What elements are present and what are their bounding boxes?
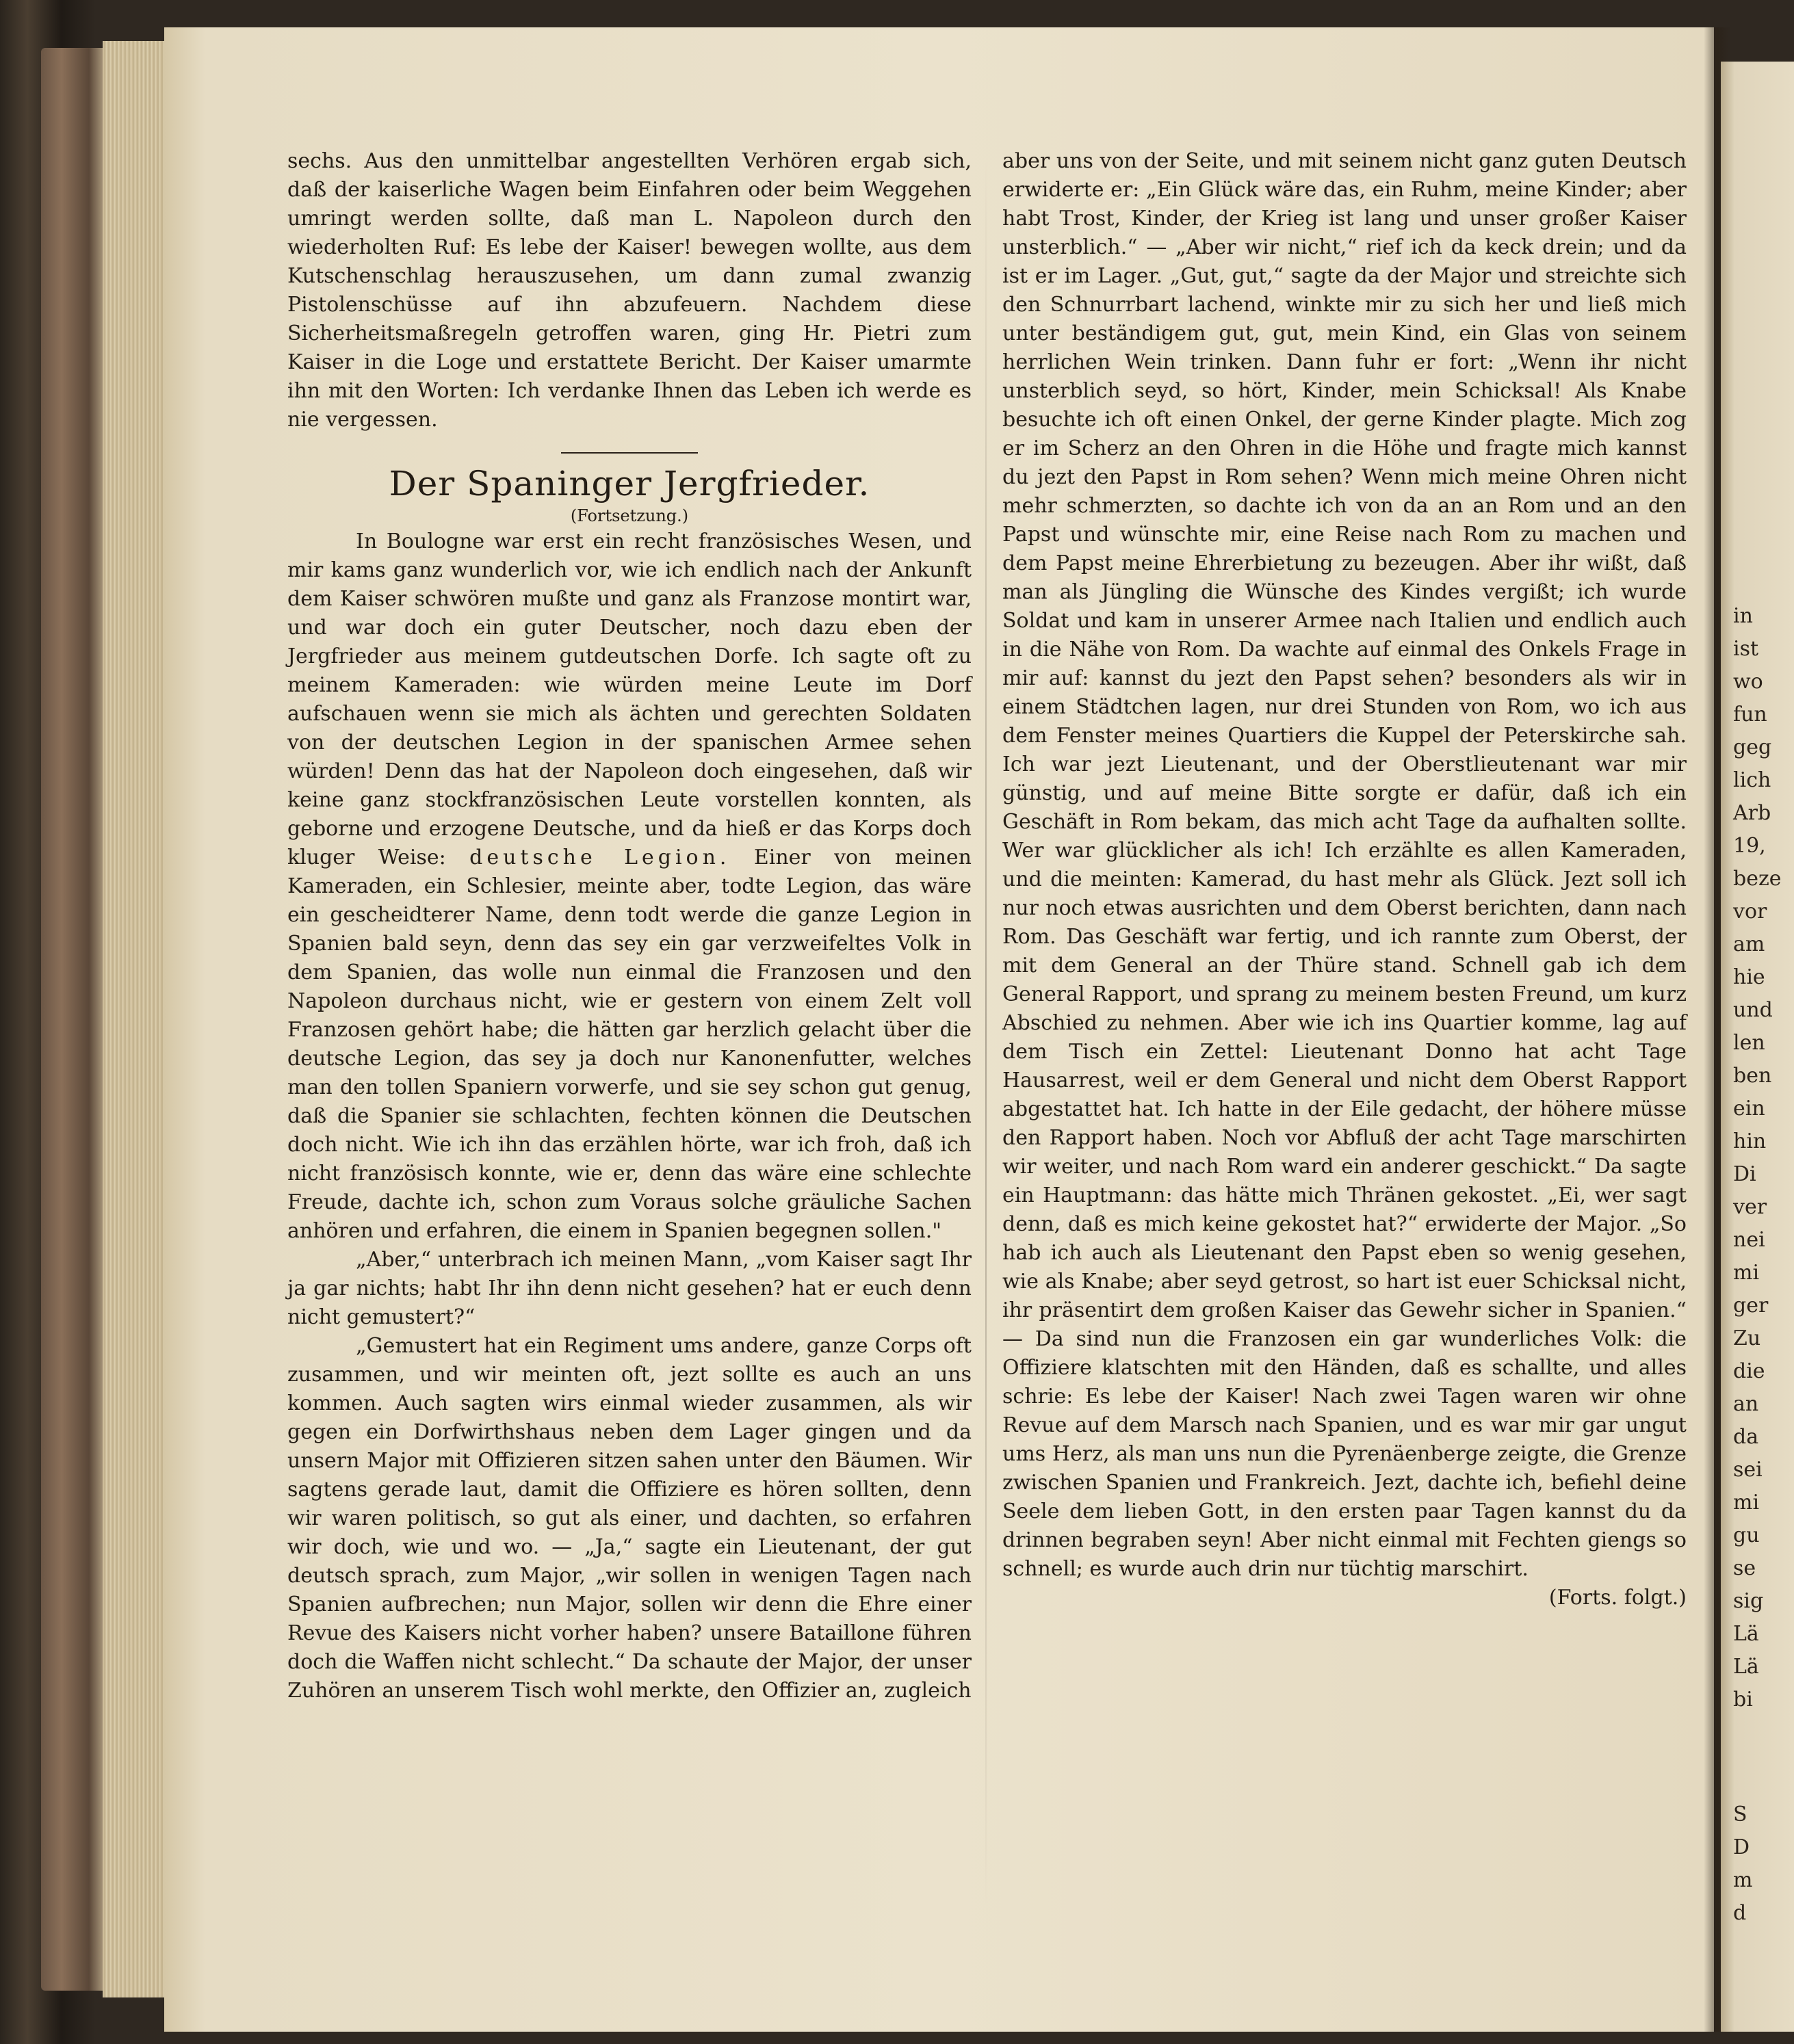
- right-column: [1002, 147, 1687, 1612]
- next-page-fragment: an: [1733, 1392, 1759, 1416]
- next-page-fragment: und: [1733, 998, 1773, 1022]
- next-page-fragment: sei: [1733, 1458, 1763, 1482]
- next-page-fragment: hin: [1733, 1129, 1767, 1153]
- next-page-fragment: ver: [1733, 1195, 1767, 1219]
- article-paragraph-2: „Aber,“ unterbrach ich meinen Mann, „vom Kaiser sagt Ihr ja gar nichts; habt Ihr ihn denn nicht gesehen? hat er euch denn nicht gemustert?“: [287, 1248, 972, 1329]
- next-page-fragment: fun: [1733, 703, 1767, 726]
- next-page-fragment: ist: [1733, 637, 1759, 661]
- next-page-fragment: ben: [1733, 1064, 1772, 1088]
- next-page-fragment: mi: [1733, 1261, 1760, 1285]
- paragraph-1-text: In Boulogne war erst ein recht französisches Wesen, und mir kams ganz wunderlich vor, wie ich endlich nach der Ankunft dem Kaiser schwören mußte und ganz als Franzose montirt war, und war doch ein guter Deutscher, noch dazu eben der Jergfrieder aus meinem gutdeutschen Dorfe. Ich sagte oft zu meinem Kameraden: wie würden meine Leute im Dorf aufschauen wenn sie mich als ächten und gerechten Soldaten von der deutschen Legion in der spanischen Armee sehen würden! Denn das hat der Napoleon doch eingesehen, daß wir keine ganz stockfranzösischen Leute vorstellen konnten, als geborne und erzogene Deutsche, und da hieß er das Korps doch kluger Weise:: [287, 529, 972, 869]
- next-page-fragment: vor: [1733, 900, 1767, 923]
- left-column: [287, 147, 972, 1705]
- next-page-fragment: gu: [1733, 1523, 1760, 1547]
- next-page-fragment: ein: [1733, 1097, 1765, 1121]
- next-page-fragment: 19,: [1733, 834, 1766, 858]
- next-page-fragment: S: [1733, 1803, 1747, 1826]
- next-page-fragment: se: [1733, 1556, 1756, 1580]
- paragraph-1-continued: Einer von meinen Kameraden, ein Schlesier, meinte aber, todte Legion, das wäre ein gescheidterer Name, denn todt werde die ganze Legion in Spanien bald seyn, denn das sey ein gar verzweifeltes Volk in dem Spanien, das wolle nun einmal die Franzosen und den Napoleon durchaus nicht, wie er gestern von einem Zelt voll Franzosen gehört habe; die hätten gar herzlich gelacht über die deutsche Legion, das sey ja doch nur Kanonenfutter, welches man den tollen Spaniern vorwerfe, und sie sey schon gut genug, daß die Spanier sie schlachten, fechten können die Deutschen doch nicht. Wie ich ihn das erzählen hörte, war ich froh, daß ich nicht französisch konnte, wie er, denn das wäre eine schlechte Freude, dachte ich, schon zum Voraus solche gräuliche Sachen anhören und erfahren, die einem in Spanien begegnen sollen.": [287, 846, 972, 1243]
- next-page-fragment: bi: [1733, 1688, 1753, 1712]
- article-paragraph-3: „Gemustert hat ein Regiment ums andere, ganze Corps oft zusammen, und wir meinten oft, jezt sollte es auch an uns kommen. Auch sagten wirs einmal wieder zusammen, als wir gegen ein Dorfwirthshaus neben dem Lager gingen und da unsern Major mit Offizieren sitzen sahen unter den Bäumen. Wir sagtens gerade laut, damit die Offiziere es hören sollten, denn wir waren politisch, so gut als einer, und dachten, so erfahren wir doch, wie und wo. — „Ja,“ sagte ein Lieutenant, der gut deutsch sprach, zum Major, „wir sollen in wenigen Tagen nach Spanien aufbrechen; nun Major, sollen wir denn die Ehre einer Revue des Kaisers nicht vorher haben? unsere Bataillone führen doch die Waffen nicht schlecht.“ Da schaute der Major, der unser Zuhören an unserem Tisch wohl merkte, den Offizier an, zugleich: [287, 1334, 972, 1703]
- next-page-fragment: m: [1733, 1868, 1753, 1892]
- spaced-emphasis: deutsche Legion.: [469, 846, 731, 869]
- next-page-fragment: len: [1733, 1031, 1765, 1055]
- article-continuation-text: aber uns von der Seite, und mit seinem nicht ganz guten Deutsch erwiderte er: „Ein Glück wäre das, ein Ruhm, meine Kinder; aber habt Trost, Kinder, der Krieg ist lang und unser großer Kaiser unsterblich.“ — „Aber wir nicht,“ rief ich da keck drein; und da ist er im Lager. „Gut, gut,“ sagte da der Major und streichte sich den Schnurrbart lachend, winkte mir zu sich her und ließ mich unter beständigem gut, gut, mein Kind, ein Glas von seinem herrlichen Wein trinken. Dann fuhr er fort: „Wenn ihr nicht unsterblich seyd, so hört, Kinder, mein Schicksal! Als Knabe besuchte ich oft einen Onkel, der gerne Kinder plagte. Mich zog er im Scherz an den Ohren in die Höhe und fragte mich kannst du jezt den Papst in Rom sehen? Wenn mich meine Ohren nicht mehr schmerzten, so dachte ich von da an an Rom und an den Papst und wünschte mir, eine Reise nach Rom zu machen und dem Papst meine Ehrerbietung zu bezeugen. Aber ihr wißt, daß man als Jüngling die Wünsche des Kindes vergißt; ich wurde Soldat und kam in unserer Armee nach Italien und endlich auch in die Nähe von Rom. Da wachte auf einmal des Onkels Frage in mir auf: kannst du jezt den Papst sehen? besonders als wir in einem Städtchen lagen, nur drei Stunden von Rom, wo ich aus dem Fenster meines Quartiers die Kuppel der Peterskirche sah. Ich war jezt Lieutenant, und der Oberstlieutenant war mir günstig, und auf meine Bitte sorgte er dafür, daß ich ein Geschäft in Rom bekam, das mich acht Tage da aufhalten sollte. Wer war glücklicher als ich! Ich erzählte es allen Kameraden, und die meinten: Kamerad, du hast mehr als Glück. Jezt soll ich nur noch etwas ausrichten und dem Oberst berichten, dann nach Rom. Das Geschäft war fertig, und ich rannte zum Oberst, der mit dem General an der Thüre stand. Schnell gab ich dem General Rapport, und sprang zu meinem besten Freund, um kurz Abschied zu nehmen. Aber wie ich ins Quartier komme, lag auf dem Tisch ein Zettel: Lieutenant Donno hat acht Tage Hausarrest, weil er dem General und nicht dem Oberst Rapport abgestattet hat. Ich hatte in der Eile gedacht, der höhere müsse den Rapport haben. Noch vor Abfluß der acht Tage marschirten wir weiter, und nach Rom ward ein anderer geschickt.“ Da sagte ein Hauptmann: das hätte mich Thränen gekostet. „Ei, wer sagt denn, daß es mich keine gekostet hat?“ erwiderte der Major. „So hab ich auch als Lieutenant den Papst eben so wenig gesehen, wie als Knabe; aber seyd getrost, so hart ist euer Schicksal nicht, ihr präsentirt dem großen Kaiser das Gewehr sicher in Spanien.“ — Da sind nun die Franzosen ein gar wunderliches Volk: die Offiziere klatschten mit den Händen, daß es schallte, und alles schrie: Es lebe der Kaiser! Nach zwei Tagen waren wir ohne Revue auf dem Marsch nach Spanien, und es war mir gar ungut ums Herz, als man uns nun die Pyrenäenberge zeigte, die Grenze zwischen Spanien und Frankreich. Jezt, dachte ich, befiehl deine Seele dem lieben Gott, in den ersten paar Tagen kannst du da drinnen begraben seyn! Aber nicht einmal mit Fechten giengs so schnell; es wurde auch drin nur tüchtig marschirt.: [1002, 149, 1687, 1581]
- next-page-fragment: ger: [1733, 1294, 1769, 1318]
- next-page-fragment: mi: [1733, 1491, 1760, 1515]
- next-page-fragment: lich: [1733, 768, 1771, 792]
- next-page-fragment: geg: [1733, 735, 1772, 759]
- previous-article-text: sechs. Aus den unmittelbar angestellten Verhören ergab sich, daß der kaiserliche Wagen beim Einfahren oder beim Weggehen umringt werden sollte, daß man L. Napoleon durch den wiederholten Ruf: Es lebe der Kaiser! bewegen wollte, aus dem Kutschenschlag herauszusehen, um dann zumal zwanzig Pistolenschüsse auf ihn abzufeuern. Nachdem diese Sicherheitsmaßregeln getroffen waren, ging Hr. Pietri zum Kaiser in die Loge und erstattete Bericht. Der Kaiser umarmte ihn mit den Worten: Ich verdanke Ihnen das Leben ich werde es nie vergessen.: [287, 149, 972, 432]
- next-page-fragment: da: [1733, 1425, 1759, 1449]
- next-page-fragment: sig: [1733, 1589, 1764, 1613]
- next-page-fragment: d: [1733, 1901, 1747, 1925]
- next-page-fragment: in: [1733, 604, 1753, 628]
- article-subtitle: (Fortsetzung.): [570, 506, 689, 525]
- next-page-fragment: hie: [1733, 965, 1765, 989]
- next-page-fragment: Lä: [1733, 1655, 1759, 1679]
- next-page-fragment: die: [1733, 1359, 1765, 1383]
- next-page-fragment: Di: [1733, 1162, 1756, 1186]
- next-page-fragment: wo: [1733, 670, 1763, 694]
- article-paragraph-1: [287, 527, 972, 1246]
- section-divider: [561, 452, 698, 454]
- next-page-fragment: D: [1733, 1835, 1750, 1859]
- book-spine: [41, 48, 109, 1991]
- next-page-fragment: Zu: [1733, 1326, 1761, 1350]
- article-title: Der Spaninger Jergfrieder.: [389, 464, 870, 503]
- next-page-fragment: beze: [1733, 867, 1782, 891]
- next-page-fragment: nei: [1733, 1228, 1765, 1252]
- next-page-fragment: am: [1733, 932, 1765, 956]
- continuation-note: (Forts. folgt.): [1548, 1586, 1687, 1610]
- column-divider: [985, 157, 987, 1909]
- next-page-fragment: Arb: [1733, 801, 1771, 825]
- next-page-edge: [1721, 62, 1794, 2032]
- next-page-fragment: Lä: [1733, 1622, 1759, 1646]
